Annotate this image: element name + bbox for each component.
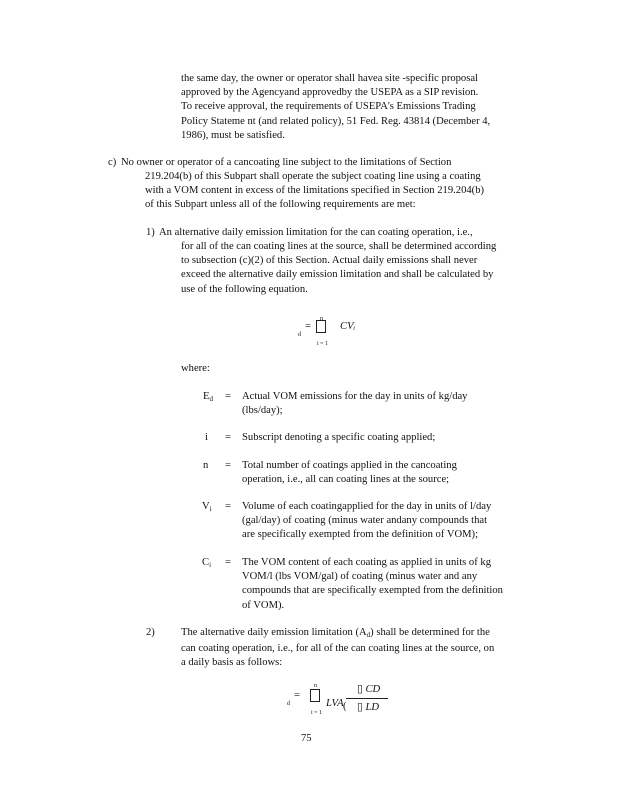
- def-ci-symbol: $C_i$: [202, 557, 212, 569]
- document-page: the same day, the owner or operator shall havea site -specific proposal approved by the Agencyand approvedby the USEPA as a SIP revision. To receive approval, the requirements of USEPA's Emissions Trading Policy Stateme nt (and related policy), 51 Fed. Reg. 43814 (December 4, 1986), must be satisfied. c) No owner or operator of a cancoating line subject to the limitations of Section 219.204(b) of this Subpart shall operate the subject coating line using a coating with a VOM content in excess of the limitations specified in Section 219.204(b) of this Subpart unless all of the following requirements are met: 1) An alternative daily emission limitation for the can coating operation, i.e., for all of the can coating lines at the source, shall be determined according to subsection (c)(2) of this Section. Actual daily emissions shall never exceed the alternative daily emission limitation and shall be calculated by use of the following equation. n d = i = 1 CVᵢ where: $E_d$ = Actual VOM emissions for the day in units of kg/day (lbs/day); i = Subscript denoting a specific coating applied; n = Total number of coatings applied in the cancoating operation, i.e., all can coating lines at the source; $V_i$ = Volume of each coatingapplied for the day in units of l/day (gal/day) of coating (minus water andany compounds that are specifically exempted from the definition of VOM); $C_i$ = The VOM content of each coating as applied in units of kg VOM/l (lbs VOM/gal) of coating (minus water and any compounds that are specifically exempted from the definition of VOM). 2) The alternative daily emission limitation $(A_d)$ shall be determined for the can coating operation, i.e., for all of the can coating lines at the source, on a daily basis as follows: n d = i = 1 LVA ▯ CD ( ▯ LD 75: [0, 0, 618, 800]
- eq1-lhs-sub: d: [298, 332, 301, 338]
- item-1-text: An alternative daily emission limitation for the can coating operation, i.e.,: [159, 227, 473, 238]
- where-label: where:: [181, 363, 210, 374]
- eq1-equals: =: [305, 321, 311, 332]
- section-c-label: c): [108, 157, 117, 168]
- continuation-paragraph: the same day, the owner or operator shall havea site -specific proposal approved by the Agencyand approvedby the USEPA as a SIP revision. To receive approval, the requirements of USEPA's Emissions Trading Policy Stateme nt (and related policy), 51 Fed. Reg. 43814 (December 4, 1986), must be satisfied.: [181, 73, 491, 141]
- eq1-lower-limit: i = 1: [317, 341, 329, 347]
- def-vi-symbol: $V_i$: [202, 501, 212, 513]
- item-2-text: The alternative daily emission limitation $(A_d)$ shall be determined for the can coating operation, i.e., for all of the can coating lines at the source, on a daily basis as follows:: [181, 626, 532, 671]
- eq1-term: CVᵢ: [340, 321, 356, 332]
- eq2-sum-symbol: [310, 689, 320, 705]
- item-1-label: 1): [146, 227, 155, 238]
- section-c-text: No owner or operator of a cancoating line subject to the limitations of Section: [121, 157, 452, 168]
- page-number: 75: [301, 733, 312, 744]
- item-1-text-cont: for all of the can coating lines at the source, shall be determined according to subsection (c)(2) of this Section. Actual daily emissions shall never exceed the alternative daily emission limitation and shall be calculated by use of the following equation.: [181, 241, 497, 295]
- def-ed-symbol: $E_d$: [203, 391, 213, 403]
- eq1-upper-limit: n: [320, 316, 323, 322]
- item-2-label: 2): [146, 627, 155, 638]
- item-2-line-0: The alternative daily emission limitation $(A_d)$ shall be determined for the: [181, 627, 490, 639]
- eq1-sum-symbol: [316, 320, 326, 336]
- section-c-text-cont: 219.204(b) of this Subpart shall operate the subject coating line using a coating with a VOM content in excess of the limitations specified in Section 219.204(b) of this Subpart unless all of the following requirements are met:: [145, 171, 485, 211]
- eq2-fraction-bar: [346, 698, 388, 699]
